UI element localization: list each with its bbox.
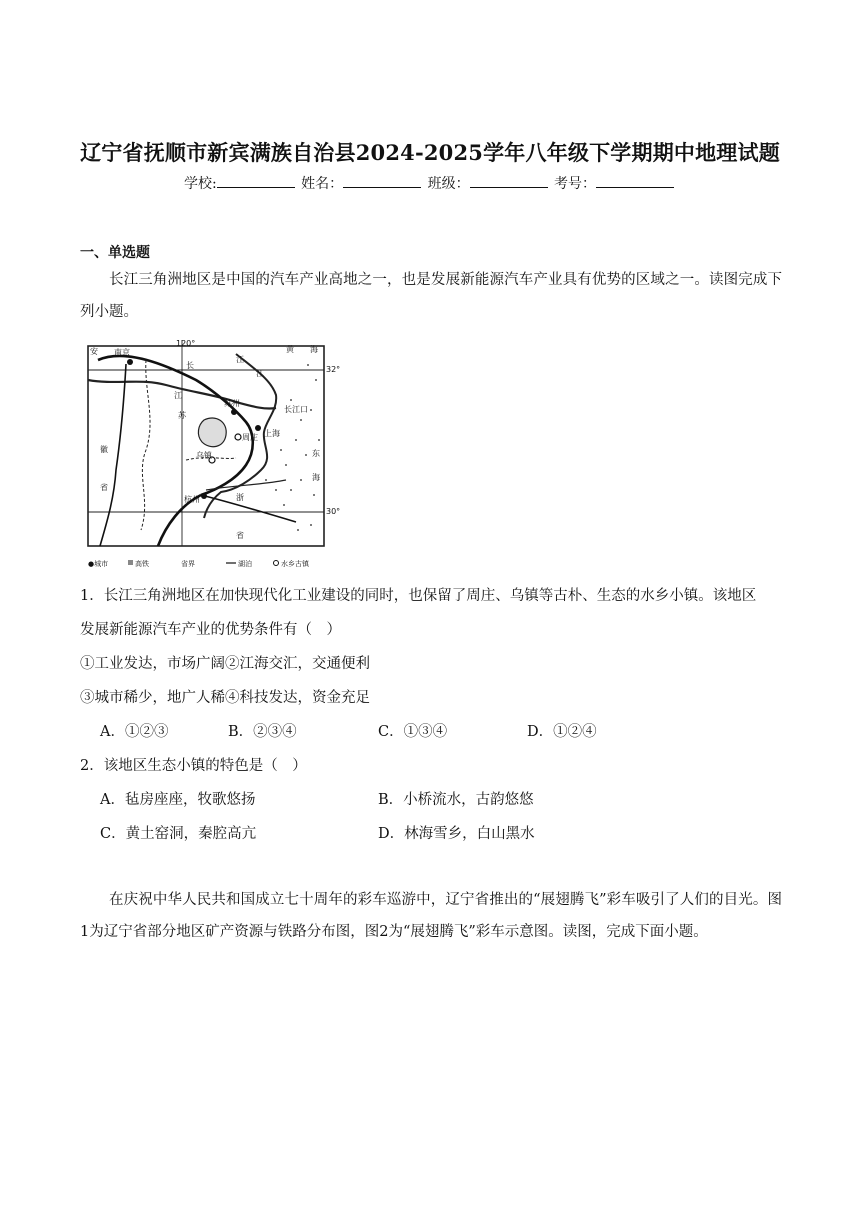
map-label-yangtze-mouth: 长江口	[284, 405, 308, 414]
question-1-line1	[80, 584, 756, 605]
map-label-hangzhou: 杭州	[184, 495, 200, 504]
name-blank[interactable]	[343, 174, 421, 188]
question-1-stem-part1: 长江三角洲地区在加快现代化工业建设的同时，也保留了周庄、乌镇等古朴、生态的水乡小镇。该地区	[103, 588, 757, 604]
page-title: 辽宁省抚顺市新宾满族自治县2024-2025学年八年级下学期期中地理试题	[80, 140, 780, 165]
option-letter: B．	[378, 792, 404, 808]
map-label-wuzhen: 乌镇	[196, 451, 212, 460]
question-1-statement1: ①工业发达，市场广阔②江海交汇，交通便利	[80, 656, 370, 672]
map-label-huang2: 海	[310, 345, 318, 354]
question-2-option-d[interactable]	[378, 822, 535, 843]
railway-line	[201, 495, 296, 522]
legend-railway: 高铁	[135, 560, 149, 568]
section-heading: 一、单选题	[80, 245, 150, 261]
question-1-option-c[interactable]	[378, 720, 447, 741]
legend-lake: 湖泊	[238, 560, 252, 568]
question-1-number: 1．	[80, 588, 104, 604]
class-blank[interactable]	[470, 174, 548, 188]
option-letter: C．	[378, 724, 404, 740]
question-2-option-b[interactable]	[378, 788, 534, 809]
map-label-shanghai: 上海	[264, 429, 280, 438]
taihu-lake	[198, 418, 226, 447]
map-label-hui: 徽	[100, 445, 108, 454]
option-letter: D．	[527, 724, 554, 740]
city-hangzhou	[201, 493, 207, 499]
map-label-sheng: 省	[100, 483, 108, 492]
intro-paragraph: 长江三角洲地区是中国的汽车产业高地之一，也是发展新能源汽车产业具有优势的区域之一。读图完成下列小题。	[80, 272, 782, 320]
question-1-option-d[interactable]	[527, 720, 597, 741]
province-boundary	[141, 360, 150, 530]
town-zhouzhuang	[235, 434, 241, 440]
option-letter: D．	[378, 826, 405, 842]
map-label-chang: 长	[186, 361, 194, 370]
yangtze-delta-map	[86, 339, 341, 572]
question-2-line	[80, 754, 307, 775]
question-1-option-a[interactable]	[100, 720, 168, 741]
legend-city: ●城市	[88, 560, 109, 568]
option-text: ①②④	[553, 724, 597, 740]
next-passage-paragraph: 在庆祝中华人民共和国成立七十周年的彩车巡游中，辽宁省推出的“展翅腾飞”彩车吸引了人们的目光。图1为辽宁省部分地区矿产资源与铁路分布图，图2为“展翅腾飞”彩车示意图。读图，完成下面小题。	[80, 892, 782, 940]
question-2-option-a[interactable]	[100, 788, 255, 809]
map-label-jiang2: 江	[256, 369, 264, 378]
map-frame	[88, 346, 324, 546]
school-blank[interactable]	[217, 174, 295, 188]
question-1-option-b[interactable]	[228, 720, 297, 741]
map-label-dong: 东	[312, 449, 320, 458]
map-label-suzhou: 苏州	[224, 399, 240, 408]
map-label-nanjing: 南京	[114, 348, 130, 357]
question-1-stem-part2: 发展新能源汽车产业的优势条件有（ ）	[80, 622, 341, 638]
map-label-zhe: 浙	[236, 493, 244, 502]
option-letter: C．	[100, 826, 126, 842]
map-label-su: 苏	[178, 411, 186, 420]
school-label: 学校:	[183, 176, 217, 192]
map-label-lat32: 32°	[326, 365, 341, 374]
map-label-hai: 海	[312, 473, 320, 482]
exam-number-blank[interactable]	[596, 174, 674, 188]
city-shanghai	[255, 425, 261, 431]
option-text: 小桥流水，古韵悠悠	[403, 792, 534, 808]
railway-line	[100, 364, 126, 546]
question-2-option-c[interactable]	[100, 822, 256, 843]
map-label-an: 安	[90, 347, 98, 356]
option-text: 毡房座座，牧歌悠扬	[124, 792, 256, 808]
map-label-huanghai: 黄	[286, 345, 294, 354]
city-nanjing	[127, 359, 133, 365]
map-label-sheng2: 省	[236, 531, 244, 540]
option-text: ①②③	[124, 724, 169, 740]
student-info-line	[0, 173, 860, 193]
name-label: 姓名：	[301, 176, 344, 192]
map-label-jiang: 江	[174, 391, 182, 400]
legend-town: 水乡古镇	[281, 560, 309, 568]
legend-boundary: 省界	[181, 560, 195, 568]
question-2-number: 2．	[80, 758, 104, 774]
option-text: 黄土窑洞，秦腔高亢	[125, 826, 257, 842]
question-1-statement2: ③城市稀少，地广人稀④科技发达，资金充足	[80, 690, 370, 706]
city-suzhou	[231, 409, 237, 415]
exam-number-label: 考号：	[554, 176, 597, 192]
map-label-jiang3: 江	[236, 355, 244, 364]
map-label-zhouzhuang: 周庄	[242, 433, 258, 442]
map-label-lat30: 30°	[326, 507, 341, 516]
option-letter: A．	[100, 792, 125, 808]
map-label-lon120: 120°	[176, 339, 196, 348]
option-letter: A．	[100, 724, 125, 740]
option-text: 林海雪乡，白山黑水	[404, 826, 535, 842]
option-text: ②③④	[253, 724, 297, 740]
map-legend	[88, 559, 310, 568]
class-label: 班级：	[427, 176, 470, 192]
option-text: ①③④	[403, 724, 448, 740]
option-letter: B．	[228, 724, 254, 740]
question-2-stem: 该地区生态小镇的特色是（ ）	[103, 758, 307, 774]
